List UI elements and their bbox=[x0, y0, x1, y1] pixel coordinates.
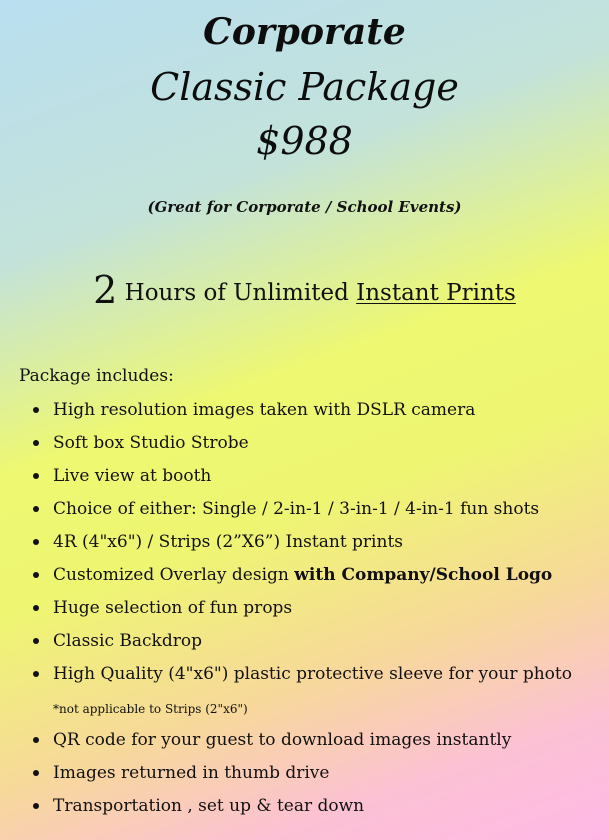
feature-text: Classic Backdrop bbox=[53, 631, 202, 651]
feature-text-bold: with Company/School Logo bbox=[294, 565, 553, 585]
bullet-icon bbox=[33, 671, 39, 677]
package-price: $988 bbox=[256, 119, 353, 163]
bullet-icon bbox=[33, 506, 39, 512]
feature-text: 4R (4"x6") / Strips (2”X6”) Instant prints bbox=[53, 532, 404, 552]
bullet-icon bbox=[33, 737, 39, 743]
hours-headline bbox=[0, 268, 609, 312]
feature-text: Choice of either: Single / 2-in-1 / 3-in-1 / 4-in-1 fun shots bbox=[53, 499, 540, 519]
feature-text: High Quality (4"x6") plastic protective sleeve for your photo bbox=[53, 664, 572, 684]
bullet-icon bbox=[33, 770, 39, 776]
feature-text: Live view at booth bbox=[53, 466, 212, 486]
feature-text: Huge selection of fun props bbox=[53, 598, 293, 618]
feature-text: QR code for your guest to download images instantly bbox=[53, 730, 512, 750]
hours-text: Hours of Unlimited bbox=[117, 280, 357, 306]
list-item bbox=[0, 726, 609, 759]
footnote bbox=[0, 693, 609, 726]
list-item bbox=[0, 627, 609, 660]
includes-heading: Package includes: bbox=[19, 366, 174, 386]
hours-number: 2 bbox=[93, 268, 118, 312]
feature-text: High resolution images taken with DSLR camera bbox=[53, 400, 476, 420]
bullet-icon bbox=[33, 539, 39, 545]
list-item bbox=[0, 561, 609, 594]
bullet-icon bbox=[33, 572, 39, 578]
bullet-icon bbox=[33, 803, 39, 809]
list-item bbox=[0, 462, 609, 495]
package-category-title: Corporate bbox=[203, 11, 406, 53]
list-item bbox=[0, 429, 609, 462]
package-subtitle: (Great for Corporate / School Events) bbox=[147, 198, 462, 216]
list-item bbox=[0, 528, 609, 561]
list-item bbox=[0, 594, 609, 627]
feature-text: Customized Overlay design bbox=[53, 565, 295, 585]
feature-list bbox=[0, 396, 609, 825]
bullet-icon bbox=[33, 473, 39, 479]
feature-text: Soft box Studio Strobe bbox=[53, 433, 249, 453]
feature-text: Images returned in thumb drive bbox=[53, 763, 330, 783]
list-item bbox=[0, 792, 609, 825]
list-item bbox=[0, 396, 609, 429]
bullet-icon bbox=[33, 407, 39, 413]
package-name-title: Classic Package bbox=[150, 65, 459, 109]
list-item bbox=[0, 495, 609, 528]
bullet-icon bbox=[33, 638, 39, 644]
bullet-icon bbox=[33, 605, 39, 611]
bullet-icon bbox=[33, 440, 39, 446]
list-item bbox=[0, 660, 609, 693]
instant-prints-link-text: Instant Prints bbox=[356, 280, 516, 306]
footnote-text: *not applicable to Strips (2"x6") bbox=[53, 702, 248, 716]
feature-text: Transportation , set up & tear down bbox=[53, 796, 365, 816]
list-item bbox=[0, 759, 609, 792]
